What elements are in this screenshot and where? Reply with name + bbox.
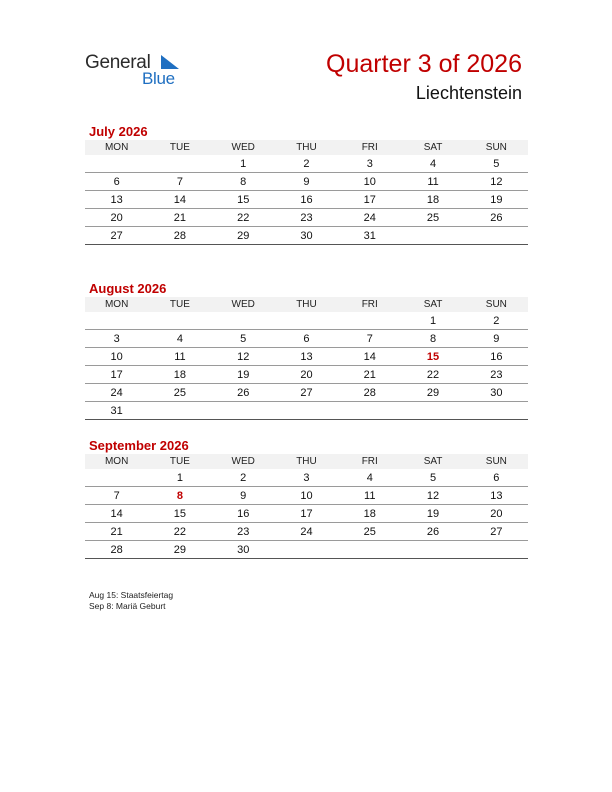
day-cell: 6 [85, 173, 148, 191]
week-row [85, 155, 528, 173]
day-cell: 26 [401, 523, 464, 541]
holiday-note: Sep 8: Mariä Geburt [89, 601, 166, 611]
day-header: THU [275, 297, 338, 312]
day-cell: 17 [275, 505, 338, 523]
day-cell: 10 [338, 173, 401, 191]
day-cell: 12 [465, 173, 528, 191]
day-cell: 26 [212, 384, 275, 402]
day-cell: 1 [401, 312, 464, 330]
day-cell [338, 541, 401, 559]
day-header: THU [275, 454, 338, 469]
day-header: TUE [148, 297, 211, 312]
day-cell [148, 312, 211, 330]
day-header: FRI [338, 140, 401, 155]
week-row [85, 541, 528, 559]
day-cell: 25 [338, 523, 401, 541]
day-cell: 3 [85, 330, 148, 348]
week-row [85, 348, 528, 366]
logo-flag-icon [161, 55, 179, 69]
day-cell: 16 [212, 505, 275, 523]
week-row [85, 469, 528, 487]
day-cell: 3 [338, 155, 401, 173]
day-cell: 22 [212, 209, 275, 227]
day-header: WED [212, 297, 275, 312]
day-cell: 7 [148, 173, 211, 191]
month-name: September 2026 [89, 438, 189, 453]
week-row [85, 191, 528, 209]
day-cell: 10 [275, 487, 338, 505]
day-cell [401, 541, 464, 559]
day-cell: 24 [275, 523, 338, 541]
day-cell: 25 [148, 384, 211, 402]
day-cell: 28 [85, 541, 148, 559]
day-cell: 16 [465, 348, 528, 366]
day-cell [338, 402, 401, 420]
day-cell: 27 [275, 384, 338, 402]
day-cell: 9 [465, 330, 528, 348]
page-title: Quarter 3 of 2026 [326, 50, 522, 78]
day-cell [212, 312, 275, 330]
month-september [85, 437, 528, 559]
day-cell [465, 402, 528, 420]
day-cell: 8 [401, 330, 464, 348]
day-header: MON [85, 454, 148, 469]
day-cell: 17 [338, 191, 401, 209]
day-cell: 15 [401, 348, 464, 366]
day-cell: 12 [212, 348, 275, 366]
day-cell: 2 [275, 155, 338, 173]
day-cell: 7 [85, 487, 148, 505]
week-row [85, 384, 528, 402]
logo [85, 52, 195, 88]
day-cell: 30 [275, 227, 338, 245]
day-cell: 31 [338, 227, 401, 245]
day-header: SAT [401, 454, 464, 469]
day-cell: 11 [401, 173, 464, 191]
day-cell: 18 [338, 505, 401, 523]
day-cell: 11 [148, 348, 211, 366]
week-row [85, 227, 528, 245]
day-cell: 14 [148, 191, 211, 209]
day-header: WED [212, 140, 275, 155]
day-cell: 17 [85, 366, 148, 384]
day-cell: 16 [275, 191, 338, 209]
day-cell: 18 [148, 366, 211, 384]
day-cell: 10 [85, 348, 148, 366]
day-cell: 30 [465, 384, 528, 402]
holiday-note: Aug 15: Staatsfeiertag [89, 590, 174, 600]
day-cell: 5 [465, 155, 528, 173]
calendar-grid [85, 454, 528, 559]
holiday-notes [89, 590, 173, 612]
day-cell: 2 [212, 469, 275, 487]
week-row [85, 366, 528, 384]
day-cell: 29 [212, 227, 275, 245]
day-cell: 31 [85, 402, 148, 420]
day-cell: 27 [465, 523, 528, 541]
day-header: THU [275, 140, 338, 155]
month-name: July 2026 [89, 124, 148, 139]
day-cell [85, 469, 148, 487]
day-cell: 7 [338, 330, 401, 348]
day-cell [275, 541, 338, 559]
day-cell: 20 [465, 505, 528, 523]
day-cell: 2 [465, 312, 528, 330]
day-cell: 4 [148, 330, 211, 348]
day-cell: 21 [338, 366, 401, 384]
day-cell: 21 [148, 209, 211, 227]
week-row [85, 523, 528, 541]
day-cell: 27 [85, 227, 148, 245]
day-header: SAT [401, 297, 464, 312]
day-cell: 13 [275, 348, 338, 366]
day-cell: 3 [275, 469, 338, 487]
day-cell: 18 [401, 191, 464, 209]
day-cell: 24 [85, 384, 148, 402]
day-cell: 19 [401, 505, 464, 523]
day-cell: 13 [465, 487, 528, 505]
day-cell: 1 [212, 155, 275, 173]
day-cell: 24 [338, 209, 401, 227]
day-cell: 15 [148, 505, 211, 523]
page-subtitle: Liechtenstein [415, 83, 522, 103]
day-cell: 28 [148, 227, 211, 245]
day-cell: 20 [275, 366, 338, 384]
day-cell: 23 [275, 209, 338, 227]
day-cell: 21 [85, 523, 148, 541]
day-cell: 13 [85, 191, 148, 209]
day-cell [212, 402, 275, 420]
logo-blue-text: Blue [142, 69, 175, 88]
logo-general-text: General [85, 52, 151, 73]
day-cell: 5 [212, 330, 275, 348]
day-cell [275, 312, 338, 330]
week-row [85, 312, 528, 330]
day-cell: 25 [401, 209, 464, 227]
day-cell: 20 [85, 209, 148, 227]
month-name: August 2026 [89, 281, 167, 296]
day-header: TUE [148, 454, 211, 469]
calendar-grid [85, 140, 528, 245]
day-header: MON [85, 297, 148, 312]
day-cell: 1 [148, 469, 211, 487]
day-cell: 9 [275, 173, 338, 191]
day-cell: 22 [148, 523, 211, 541]
day-header: SAT [401, 140, 464, 155]
day-cell: 14 [338, 348, 401, 366]
day-cell [465, 227, 528, 245]
day-cell: 6 [465, 469, 528, 487]
day-cell: 30 [212, 541, 275, 559]
day-cell: 9 [212, 487, 275, 505]
day-cell: 5 [401, 469, 464, 487]
day-cell: 12 [401, 487, 464, 505]
day-cell [465, 541, 528, 559]
day-header: FRI [338, 454, 401, 469]
week-row [85, 209, 528, 227]
week-row [85, 505, 528, 523]
day-cell: 11 [338, 487, 401, 505]
day-cell: 6 [275, 330, 338, 348]
month-july [85, 123, 528, 245]
week-row [85, 402, 528, 420]
week-row [85, 173, 528, 191]
day-cell [401, 227, 464, 245]
day-header: SUN [465, 140, 528, 155]
day-cell: 4 [401, 155, 464, 173]
day-cell: 26 [465, 209, 528, 227]
day-header: MON [85, 140, 148, 155]
day-cell [275, 402, 338, 420]
day-cell: 8 [148, 487, 211, 505]
day-cell [148, 402, 211, 420]
week-row [85, 330, 528, 348]
day-cell [85, 155, 148, 173]
day-cell: 4 [338, 469, 401, 487]
day-cell: 29 [148, 541, 211, 559]
calendar-grid [85, 297, 528, 420]
day-cell: 22 [401, 366, 464, 384]
day-cell: 14 [85, 505, 148, 523]
day-cell: 8 [212, 173, 275, 191]
day-header: FRI [338, 297, 401, 312]
day-cell: 29 [401, 384, 464, 402]
day-cell [401, 402, 464, 420]
day-cell [338, 312, 401, 330]
day-cell: 28 [338, 384, 401, 402]
day-header: SUN [465, 454, 528, 469]
day-cell [148, 155, 211, 173]
day-cell: 19 [465, 191, 528, 209]
day-header: TUE [148, 140, 211, 155]
day-cell: 15 [212, 191, 275, 209]
day-cell: 19 [212, 366, 275, 384]
day-header: SUN [465, 297, 528, 312]
day-cell: 23 [212, 523, 275, 541]
day-header: WED [212, 454, 275, 469]
month-august [85, 280, 528, 420]
day-cell: 23 [465, 366, 528, 384]
day-cell [85, 312, 148, 330]
week-row [85, 487, 528, 505]
